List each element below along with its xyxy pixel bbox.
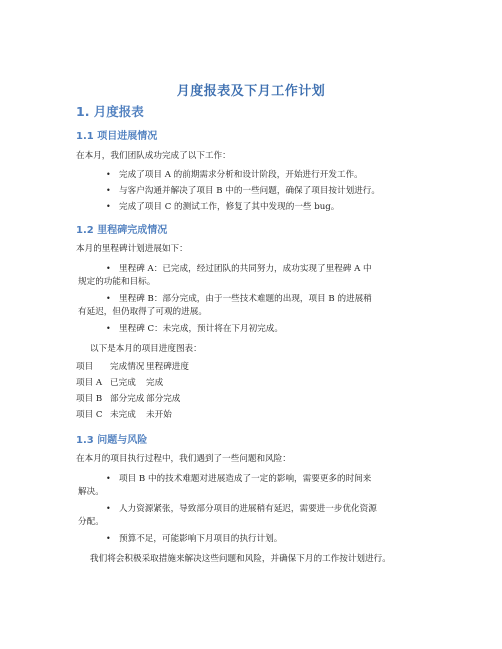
progress-item: 完成了项目 C 的测试工作，修复了其中发现的一些 bug。	[119, 202, 340, 212]
table-cell: 项目 C	[76, 410, 103, 420]
risks-intro: 在本月的项目执行过程中，我们遇到了一些问题和风险：	[76, 454, 291, 464]
milestone-item-line: 里程碑 B：部分完成，由于一些技术难题的出现，项目 B 的进展稍	[119, 294, 372, 304]
milestones-intro: 本月的里程碑计划进展如下：	[76, 244, 188, 254]
progress-intro: 在本月，我们团队成功完成了以下工作：	[76, 151, 231, 161]
risk-item-continuation: 解决。	[78, 487, 104, 497]
bullet-icon: •	[106, 264, 111, 273]
closing-paragraph: 我们将会积极采取措施来解决这些问题和风险，并确保下月的工作按计划进行。	[90, 554, 391, 564]
table-header-cell: 项目	[76, 362, 94, 372]
milestone-item-continuation: 有延迟，但仍取得了可观的进展。	[78, 307, 207, 317]
table-cell: 未完成	[110, 410, 136, 420]
milestone-item-line: 里程碑 C：未完成，预计将在下月初完成。	[119, 324, 283, 334]
milestone-item-line: 里程碑 A：已完成，经过团队的共同努力，成功实现了里程碑 A 中	[119, 264, 372, 274]
bullet-icon: •	[106, 474, 111, 483]
document-title: 月度报表及下月工作计划	[176, 84, 326, 99]
bullet-icon: •	[106, 294, 111, 303]
risk-item-line: 项目 B 中的技术难题对进展造成了一定的影响，需要更多的时间来	[119, 474, 372, 484]
progress-item: 与客户沟通并解决了项目 B 中的一些问题，确保了项目按计划进行。	[119, 186, 380, 196]
table-cell: 完成	[146, 378, 164, 388]
bullet-icon: •	[106, 202, 111, 211]
risk-item-line: 人力资源紧张，导致部分项目的进展稍有延迟，需要进一步优化资源	[119, 504, 377, 514]
table-cell: 未开始	[146, 410, 172, 420]
bullet-icon: •	[106, 534, 111, 543]
subsection-heading-progress: 1.1 项目进展情况	[76, 131, 158, 142]
subsection-heading-milestones: 1.2 里程碑完成情况	[76, 225, 168, 236]
section-heading-monthly-report: 1. 月度报表	[76, 104, 144, 119]
table-header-cell: 里程碑进度	[146, 362, 189, 372]
table-cell: 已完成	[110, 378, 136, 388]
table-cell: 项目 B	[76, 394, 103, 404]
table-cell: 部分完成	[110, 394, 145, 404]
milestone-item-continuation: 规定的功能和目标。	[78, 277, 156, 287]
bullet-icon: •	[106, 504, 111, 513]
table-cell: 项目 A	[76, 378, 103, 388]
risk-item-line: 预算不足，可能影响下月项目的执行计划。	[119, 534, 283, 544]
table-header-cell: 完成情况	[110, 362, 145, 372]
progress-item: 完成了项目 A 的前期需求分析和设计阶段，开始进行开发工作。	[119, 170, 363, 180]
bullet-icon: •	[106, 186, 111, 195]
table-intro: 以下是本月的项目进度图表：	[90, 344, 202, 354]
bullet-icon: •	[106, 170, 111, 179]
table-cell: 部分完成	[146, 394, 181, 404]
risk-item-continuation: 分配。	[78, 517, 104, 527]
subsection-heading-risks: 1.3 问题与风险	[76, 435, 148, 446]
bullet-icon: •	[106, 324, 111, 333]
